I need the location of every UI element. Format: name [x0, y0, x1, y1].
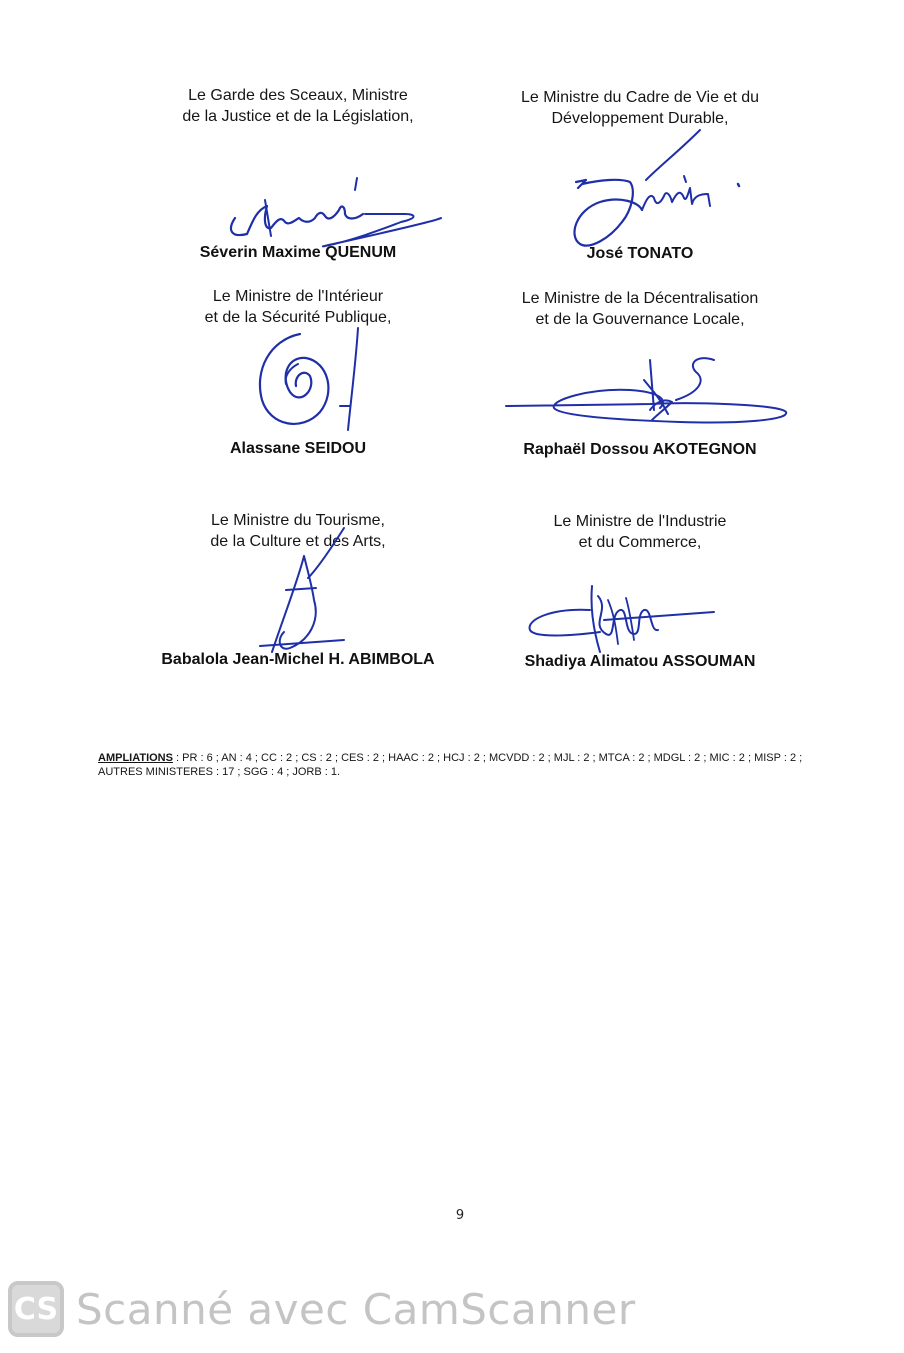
signatory-name-assouman: Shadiya Alimatou ASSOUMAN: [524, 653, 756, 670]
signatory-title-justice: [128, 85, 468, 127]
title-line: Le Ministre du Cadre de Vie et du: [520, 89, 760, 106]
title-line: de la Justice et de la Législation,: [182, 108, 414, 125]
ampliations-label: AMPLIATIONS: [98, 752, 173, 764]
title-line: Le Ministre de la Décentralisation: [521, 290, 759, 307]
ampliations-text: : PR : 6 ; AN : 4 ; CC : 2 ; CS : 2 ; CES : 2 ; HAAC : 2 ; HCJ : 2 ; MCVDD : 2 ; MJL : 2 ; MTCA : 2 ; MDGL : 2 ; MIC : 2 ; MISP : 2 ; AUTRES MINISTERES : 17 ; SGG : 4 ; JORB : 1.: [98, 752, 803, 778]
ampliations-distribution: [98, 751, 838, 779]
signature-seidou: [240, 320, 380, 440]
title-line: Le Garde des Sceaux, Ministre: [188, 87, 408, 104]
title-line: et de la Sécurité Publique,: [204, 309, 392, 326]
camscanner-logo-icon: CS: [8, 1281, 64, 1337]
signatory-name-tonato: José TONATO: [586, 245, 694, 262]
signatory-name-abimbola: Babalola Jean-Michel H. ABIMBOLA: [161, 651, 435, 668]
signatory-name-seidou: Alassane SEIDOU: [229, 440, 367, 457]
title-line: Le Ministre du Tourisme,: [211, 512, 385, 529]
signature-akotegnon: [500, 350, 800, 430]
title-line: de la Culture et des Arts,: [210, 533, 386, 550]
title-line: et du Commerce,: [578, 534, 702, 551]
title-line: et de la Gouvernance Locale,: [535, 311, 745, 328]
signature-abimbola: [250, 520, 360, 660]
signatory-name-akotegnon: Raphaël Dossou AKOTEGNON: [523, 441, 757, 458]
signatory-title-industrie: [470, 511, 810, 553]
watermark-text: Scanné avec CamScanner: [76, 1284, 636, 1334]
signature-assouman: [520, 580, 720, 660]
title-line: Le Ministre de l'Industrie: [553, 513, 727, 530]
page-number: 9: [455, 1208, 465, 1223]
camscanner-watermark: [8, 1276, 636, 1342]
title-line: Développement Durable,: [551, 110, 729, 127]
signatory-title-decentralisation: [470, 288, 810, 330]
signatory-name-quenum: Séverin Maxime QUENUM: [199, 244, 397, 261]
title-line: Le Ministre de l'Intérieur: [212, 288, 384, 305]
